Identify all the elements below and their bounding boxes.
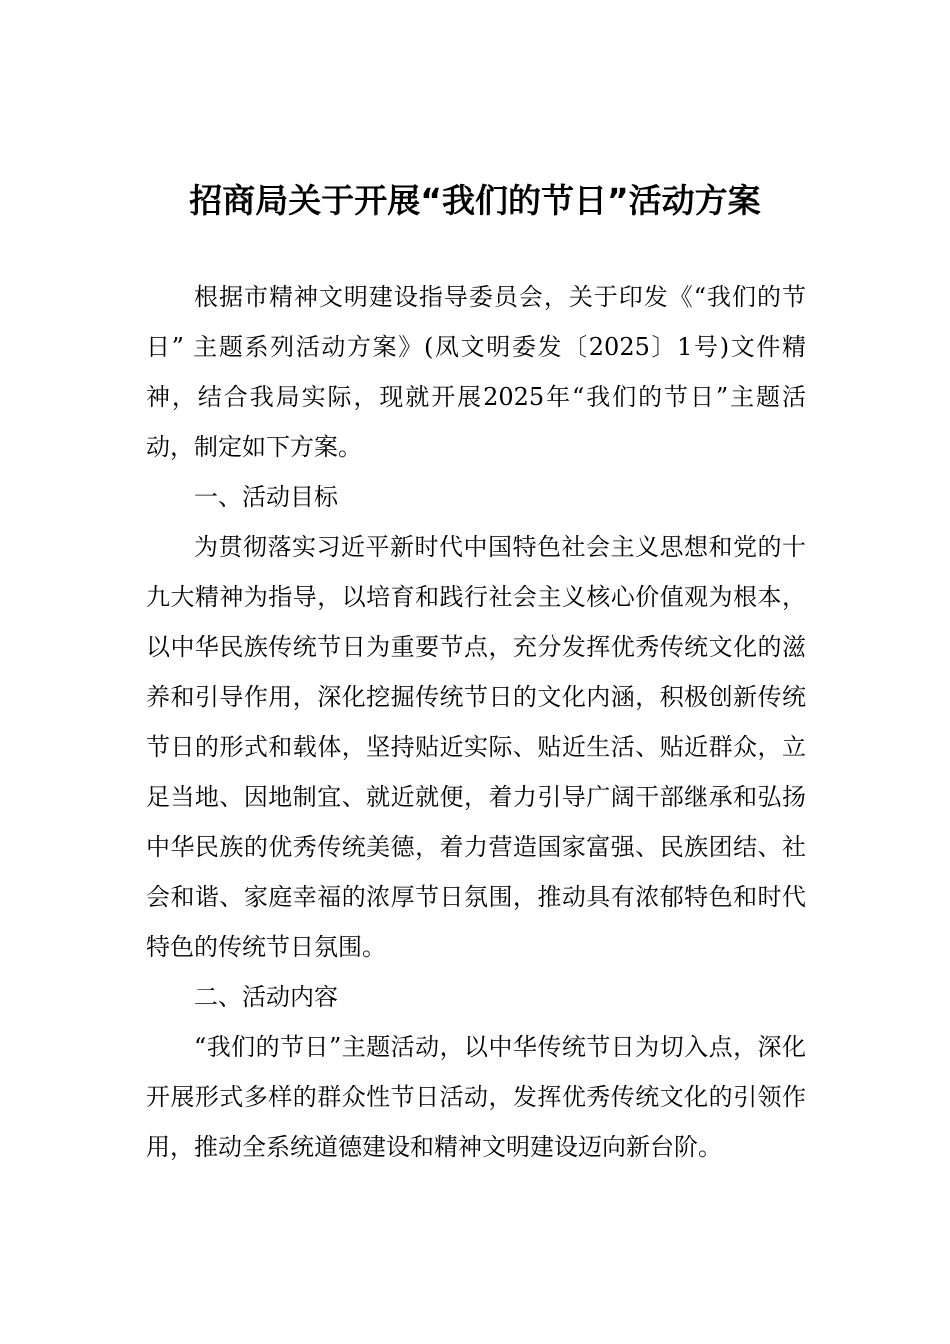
content-paragraph: “我们的节日”主题活动，以中华传统节日为切入点，深化开展形式多样的群众性节日活动，发挥优秀传统文化的引领作用，推动全系统道德建设和精神文明建设迈向新台阶。 — [146, 1033, 806, 1161]
document-body — [146, 272, 806, 1172]
intro-paragraph: 根据市精神文明建设指导委员会，关于印发《“我们的节日” 主题系列活动方案》(凤文明委发〔2025〕1号)文件精神，结合我局实际，现就开展2025年“我们的节日”主题活动，制定如下方案。 — [146, 283, 806, 461]
goals-paragraph: 为贯彻落实习近平新时代中国特色社会主义思想和党的十九大精神为指导，以培育和践行社会主义核心价值观为根本，以中华民族传统节日为重要节点，充分发挥优秀传统文化的滋养和引导作用，深化挖掘传统节日的文化内涵，积极创新传统节日的形式和载体，坚持贴近实际、贴近生活、贴近群众，立足当地、因地制宜、就近就便，着力引导广阔干部继承和弘扬中华民族的优秀传统美德，着力营造国家富强、民族团结、社会和谐、家庭幸福的浓厚节日氛围，推动具有浓郁特色和时代特色的传统节日氛围。 — [146, 533, 806, 961]
section-heading-goals: 一、活动目标 — [194, 483, 338, 511]
section-heading-content: 二、活动内容 — [194, 983, 338, 1011]
document-title: 招商局关于开展“我们的节日”活动方案 — [189, 181, 761, 220]
